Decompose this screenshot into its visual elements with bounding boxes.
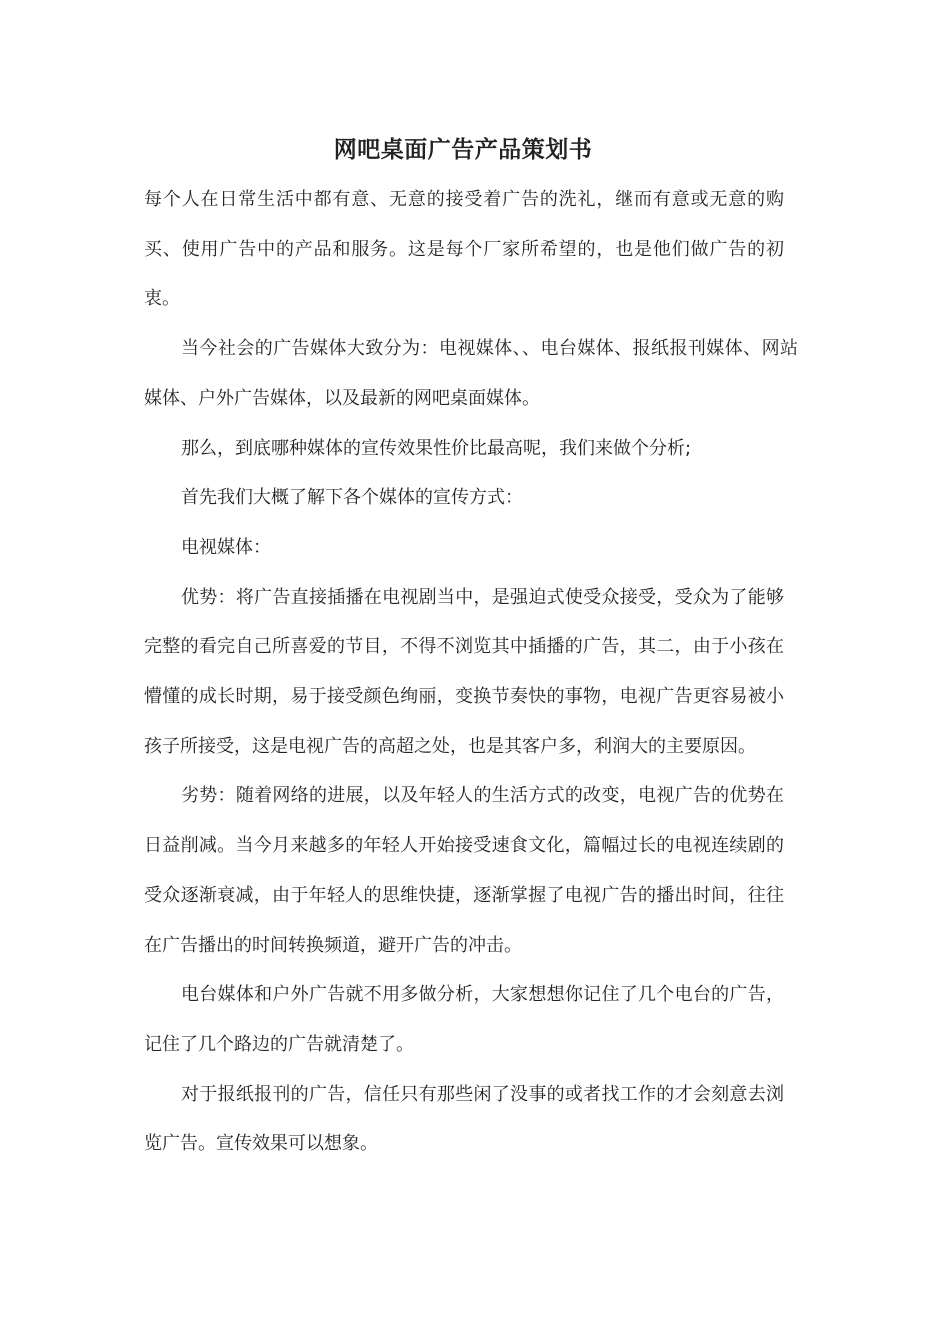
paragraph-media-types: 当今社会的广告媒体大致分为：电视媒体、、电台媒体、报纸报刊媒体、网站媒体、户外广告媒体，以及最新的网吧桌面媒体。 <box>144 338 798 409</box>
paragraph-overview: 首先我们大概了解下各个媒体的宣传方式： <box>181 487 523 509</box>
document-title: 网吧桌面广告产品策划书 <box>333 137 593 163</box>
document-body <box>144 175 798 1169</box>
paragraph-newspaper: 对于报纸报刊的广告，信任只有那些闲了没事的或者找工作的才会刻意去浏览广告。宣传效果可以想象。 <box>144 1083 784 1155</box>
paragraph-radio-outdoor: 电台媒体和户外广告就不用多做分析，大家想想你记住了几个电台的广告，记住了几个路边的广告就清楚了。 <box>144 984 784 1055</box>
paragraph-tv-disadvantages: 劣势：随着网络的进展，以及年轻人的生活方式的改变，电视广告的优势在日益削减。当今月来越多的年轻人开始接受速食文化，篇幅过长的电视连续剧的受众逐渐衰减，由于年轻人的思维快捷，逐渐掌握了电视广告的播出时间，往往在广告播出的时间转换频道，避开广告的冲击。 <box>144 785 784 956</box>
paragraph-question: 那么，到底哪种媒体的宣传效果性价比最高呢，我们来做个分析; <box>181 437 692 459</box>
paragraph-tv-heading: 电视媒体： <box>181 536 271 558</box>
paragraph-intro: 每个人在日常生活中都有意、无意的接受着广告的洗礼，继而有意或无意的购买、使用广告中的产品和服务。这是每个厂家所希望的，也是他们做广告的初衷。 <box>144 189 784 310</box>
paragraph-tv-advantages: 优势：将广告直接插播在电视剧当中，是强迫式使受众接受，受众为了能够完整的看完自己所喜爱的节目，不得不浏览其中插播的广告，其二，由于小孩在懵懂的成长时期，易于接受颜色绚丽，变换节奏快的事物，电视广告更容易被小孩子所接受，这是电视广告的高超之处，也是其客户多，利润大的主要原因。 <box>144 586 784 757</box>
